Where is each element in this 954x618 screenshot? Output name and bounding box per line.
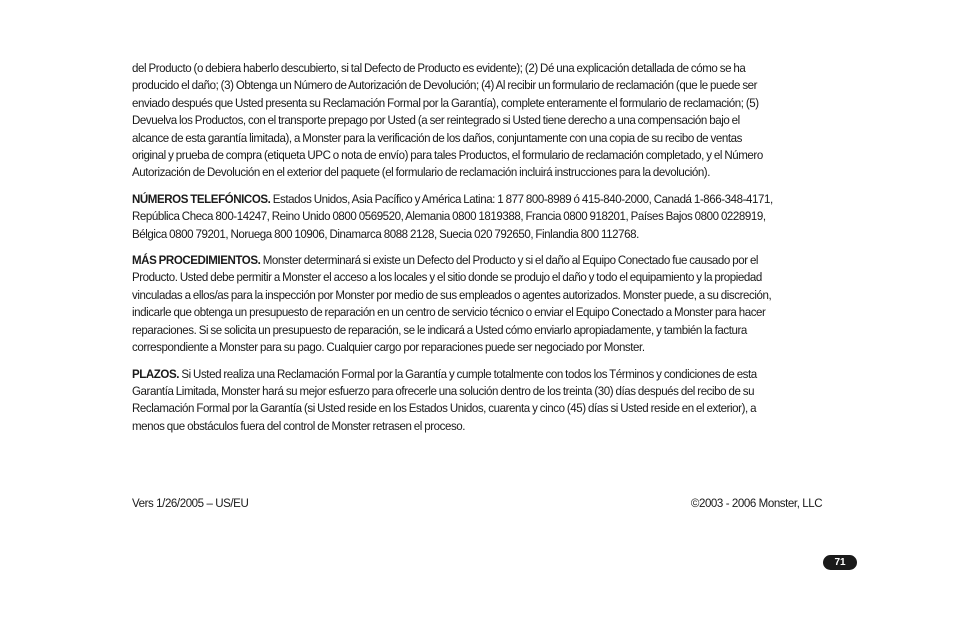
footer-copyright: ©2003 - 2006 Monster, LLC <box>690 496 822 510</box>
section-deadlines <box>132 366 776 436</box>
page-number-badge: 71 <box>823 555 857 570</box>
section-body: Monster determinará si existe un Defecto del Producto y si el daño al Equipo Conectado fue causado por el Producto. Usted debe permitir a Monster el acceso a los locales y el sitio donde se produjo el daño y todo el equipamiento y la propiedad vinculadas a ellos/as para la inspección por Monster por medio de sus empleados o agentes autorizados. Monster puede, a su discreción, indicarle que obtenga un presupuesto de reparación en un centro de servicio técnico o enviar el Equipo Conectado a Monster para hacer reparaciones. Si se solicita un presupuesto de reparación, se le indicará a Usted cómo enviarlo apropiadamente, y también la factura correspondiente a Monster para su pago. Cualquier cargo por reparaciones puede ser negociado por Monster. <box>132 253 772 355</box>
document-body <box>132 60 776 444</box>
footer-version: Vers 1/26/2005 – US/EU <box>132 496 249 510</box>
section-body: Estados Unidos, Asia Pacífico y América Latina: 1 877 800-8989 ó 415-840-2000, Canadá 1-866-348-4171, República Checa 800-14247, Reino Unido 0800 0569520, Alemania 0800 1819388, Francia 0800 918201, Países Bajos 0800 0228919, Bélgica 0800 79201, Noruega 800 10906, Dinamarca 8088 2128, Suecia 020 792650, Finlandia 800 112768. <box>132 191 773 241</box>
section-heading: MÁS PROCEDIMIENTOS. <box>132 253 261 268</box>
intro-paragraph: del Producto (o debiera haberlo descubierto, si tal Defecto de Producto es evidente); (2) Dé una explicación detallada de cómo se ha producido el daño; (3) Obtenga un Número de Autorización de Devolución; (4) Al recibir un formulario de reclamación (que le puede ser enviado después que Usted presenta su Reclamación Formal por la Garantía), complete enteramente el formulario de reclamación; (5) Devuelva los Productos, con el transporte prepago por Usted (a ser reintegrado si Usted tiene derecho a una compensación bajo el alcance de esta garantía limitada), a Monster para la verificación de los daños, conjuntamente con una copia de su recibo de ventas original y prueba de compra (etiqueta UPC o nota de envío) para tales Productos, el formulario de reclamación completado, y el Número Autorización de Devolución en el exterior del paquete (el formulario de reclamación incluirá instrucciones para la devolución). <box>132 61 763 180</box>
section-heading: NÚMEROS TELEFÓNICOS. <box>132 191 271 206</box>
section-body: Si Usted realiza una Reclamación Formal por la Garantía y cumple totalmente con todos los Términos y condiciones de esta Garantía Limitada, Monster hará su mejor esfuerzo para ofrecerle una solución dentro de los treinta (30) días después del recibo de su Reclamación Formal por la Garantía (si Usted reside en los Estados Unidos, cuarenta y cinco (45) días si Usted reside en el exterior), a menos que obstáculos fuera del control de Monster retrasen el proceso. <box>132 366 757 433</box>
section-more-procedures <box>132 252 776 356</box>
section-heading: PLAZOS. <box>132 366 180 381</box>
section-phone-numbers <box>132 191 776 243</box>
